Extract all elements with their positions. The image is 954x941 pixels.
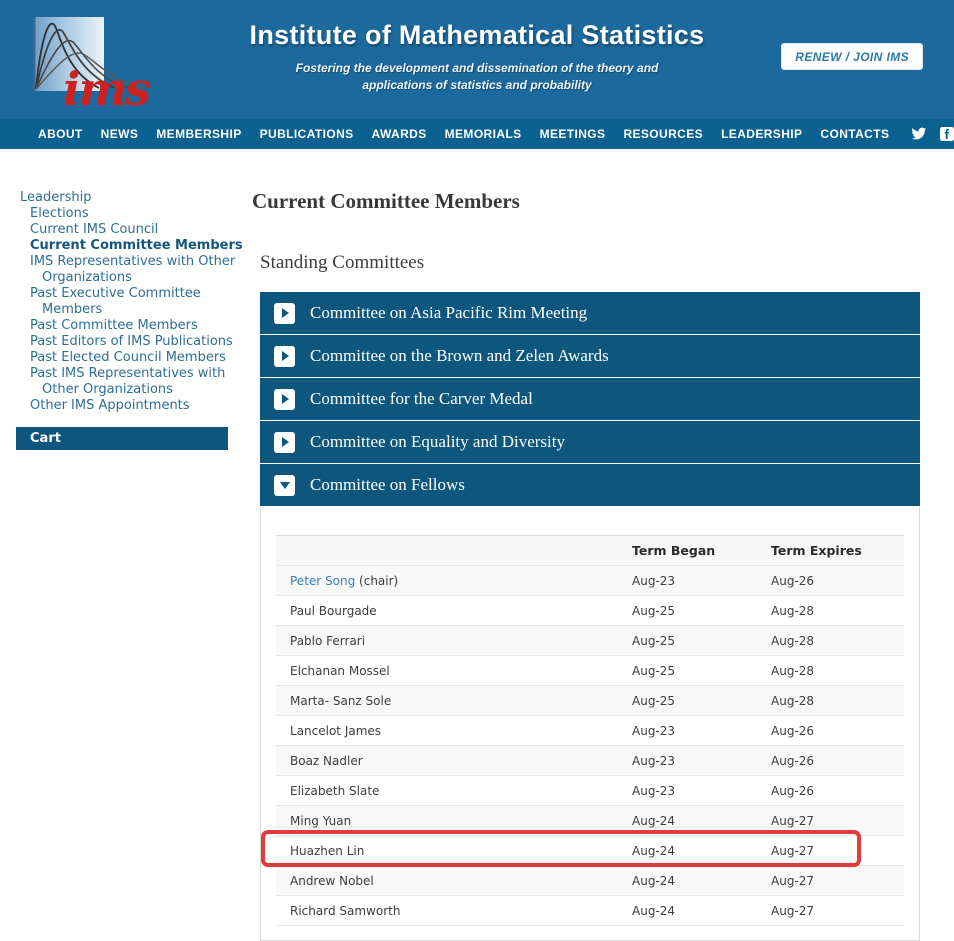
member-name: Andrew Nobel bbox=[290, 873, 374, 888]
accordion-toggle-icon bbox=[274, 389, 295, 410]
sidebar-link[interactable]: Current Committee Members bbox=[30, 238, 243, 253]
nav-item[interactable]: AWARDS bbox=[371, 127, 427, 141]
accordion-toggle-icon bbox=[274, 346, 295, 367]
accordion-label: Committee on the Brown and Zelen Awards bbox=[310, 346, 609, 365]
nav-item[interactable]: RESOURCES bbox=[623, 127, 704, 141]
sidebar-link[interactable]: Other IMS Appointments bbox=[30, 398, 190, 413]
accordion-label: Committee for the Carver Medal bbox=[310, 389, 533, 408]
accordion-stack bbox=[260, 292, 920, 506]
accordion-toggle-icon bbox=[274, 432, 295, 453]
member-name: Boaz Nadler bbox=[290, 753, 363, 768]
accordion-header[interactable] bbox=[260, 335, 920, 377]
table-row bbox=[276, 596, 904, 626]
table-row bbox=[276, 746, 904, 776]
nav-item[interactable]: ABOUT bbox=[38, 127, 83, 141]
member-name: Marta- Sanz Sole bbox=[290, 693, 392, 708]
term-expires-cell: Aug-26 bbox=[771, 776, 904, 806]
committee-fellows-panel bbox=[260, 507, 920, 941]
term-expires-cell: Aug-27 bbox=[771, 836, 904, 866]
sidebar-link[interactable]: Past Editors of IMS Publications bbox=[30, 334, 233, 349]
nav-social bbox=[911, 127, 954, 141]
nav-items bbox=[38, 127, 907, 141]
term-began-cell: Aug-25 bbox=[632, 686, 771, 716]
ims-logo-text: ims bbox=[63, 62, 150, 112]
nav-item[interactable]: LEADERSHIP bbox=[721, 127, 803, 141]
table-row bbox=[276, 686, 904, 716]
member-name[interactable]: Peter Song bbox=[290, 573, 356, 588]
term-began-cell: Aug-23 bbox=[632, 746, 771, 776]
sidebar-link[interactable]: Past Elected Council Members bbox=[30, 350, 226, 365]
accordion-header[interactable] bbox=[260, 292, 920, 334]
sidebar-link[interactable]: Past Committee Members bbox=[30, 318, 198, 333]
member-name: Lancelot James bbox=[290, 723, 382, 738]
col-term-expires-header: Term Expires bbox=[771, 536, 904, 566]
sidebar-link[interactable]: Past IMS Representatives with Other Organizations bbox=[30, 366, 226, 397]
accordion-header[interactable] bbox=[260, 464, 920, 506]
accordion-label: Committee on Asia Pacific Rim Meeting bbox=[310, 303, 588, 322]
member-name: Ming Yuan bbox=[290, 813, 352, 828]
col-term-began-header: Term Began bbox=[632, 536, 771, 566]
col-name-header bbox=[276, 536, 632, 566]
term-began-cell: Aug-25 bbox=[632, 596, 771, 626]
term-expires-cell: Aug-27 bbox=[771, 896, 904, 926]
page-title: Current Committee Members bbox=[252, 189, 520, 213]
term-began-cell: Aug-23 bbox=[632, 566, 771, 596]
site-title: Institute of Mathematical Statistics bbox=[249, 20, 705, 50]
facebook-icon[interactable] bbox=[940, 127, 954, 141]
term-expires-cell: Aug-27 bbox=[771, 866, 904, 896]
twitter-icon[interactable] bbox=[911, 127, 927, 141]
term-began-cell: Aug-24 bbox=[632, 836, 771, 866]
member-name: Elchanan Mossel bbox=[290, 663, 390, 678]
member-name: Richard Samworth bbox=[290, 903, 401, 918]
term-began-cell: Aug-24 bbox=[632, 866, 771, 896]
ims-logo[interactable] bbox=[23, 8, 155, 112]
term-expires-cell: Aug-28 bbox=[771, 626, 904, 656]
table-row bbox=[276, 836, 904, 866]
nav-item[interactable]: MEMORIALS bbox=[444, 127, 522, 141]
members-table bbox=[276, 535, 904, 926]
accordion-header[interactable] bbox=[260, 378, 920, 420]
sidebar-link[interactable]: Elections bbox=[30, 206, 89, 221]
term-expires-cell: Aug-26 bbox=[771, 716, 904, 746]
member-name: Huazhen Lin bbox=[290, 843, 365, 858]
table-row bbox=[276, 896, 904, 926]
member-name: Elizabeth Slate bbox=[290, 783, 380, 798]
cart-button[interactable]: Cart bbox=[16, 427, 228, 450]
term-began-cell: Aug-23 bbox=[632, 776, 771, 806]
renew-join-button[interactable]: RENEW / JOIN IMS bbox=[781, 43, 923, 70]
term-expires-cell: Aug-28 bbox=[771, 686, 904, 716]
term-expires-cell: Aug-28 bbox=[771, 656, 904, 686]
accordion-label: Committee on Fellows bbox=[310, 475, 465, 494]
nav-item[interactable]: MEETINGS bbox=[539, 127, 606, 141]
tagline-line-2: applications of statistics and probability bbox=[362, 78, 592, 92]
table-row bbox=[276, 656, 904, 686]
member-name: Pablo Ferrari bbox=[290, 633, 366, 648]
nav-item[interactable]: PUBLICATIONS bbox=[259, 127, 354, 141]
member-role: (chair) bbox=[355, 573, 399, 588]
sidebar-item-leadership[interactable]: Leadership bbox=[20, 190, 92, 205]
term-began-cell: Aug-25 bbox=[632, 626, 771, 656]
table-row bbox=[276, 716, 904, 746]
accordion-label: Committee on Equality and Diversity bbox=[310, 432, 565, 451]
section-title: Standing Committees bbox=[260, 252, 425, 273]
term-began-cell: Aug-25 bbox=[632, 656, 771, 686]
sidebar bbox=[16, 190, 246, 450]
term-expires-cell: Aug-26 bbox=[771, 746, 904, 776]
term-began-cell: Aug-24 bbox=[632, 896, 771, 926]
table-row bbox=[276, 776, 904, 806]
table-header-row bbox=[276, 536, 904, 566]
sidebar-links bbox=[16, 206, 246, 414]
table-row bbox=[276, 626, 904, 656]
accordion-toggle-icon bbox=[274, 303, 295, 324]
accordion-toggle-icon bbox=[274, 475, 295, 496]
nav-item[interactable]: NEWS bbox=[100, 127, 139, 141]
table-row bbox=[276, 566, 904, 596]
site-header bbox=[0, 0, 954, 119]
table-row bbox=[276, 866, 904, 896]
sidebar-link[interactable]: Current IMS Council bbox=[30, 222, 159, 237]
member-name: Paul Bourgade bbox=[290, 603, 377, 618]
sidebar-link[interactable]: Past Executive Committee Members bbox=[30, 286, 201, 317]
term-expires-cell: Aug-26 bbox=[771, 566, 904, 596]
main-nav bbox=[0, 119, 954, 149]
sidebar-link[interactable]: IMS Representatives with Other Organizations bbox=[30, 254, 236, 285]
table-row bbox=[276, 806, 904, 836]
accordion-header[interactable] bbox=[260, 421, 920, 463]
term-began-cell: Aug-23 bbox=[632, 716, 771, 746]
term-began-cell: Aug-24 bbox=[632, 806, 771, 836]
tagline-line-1: Fostering the development and dissemination of the theory and bbox=[295, 61, 659, 75]
term-expires-cell: Aug-28 bbox=[771, 596, 904, 626]
term-expires-cell: Aug-27 bbox=[771, 806, 904, 836]
main-content bbox=[252, 190, 928, 941]
nav-item[interactable]: CONTACTS bbox=[820, 127, 890, 141]
ims-logo-icon bbox=[23, 8, 155, 112]
nav-item[interactable]: MEMBERSHIP bbox=[156, 127, 242, 141]
